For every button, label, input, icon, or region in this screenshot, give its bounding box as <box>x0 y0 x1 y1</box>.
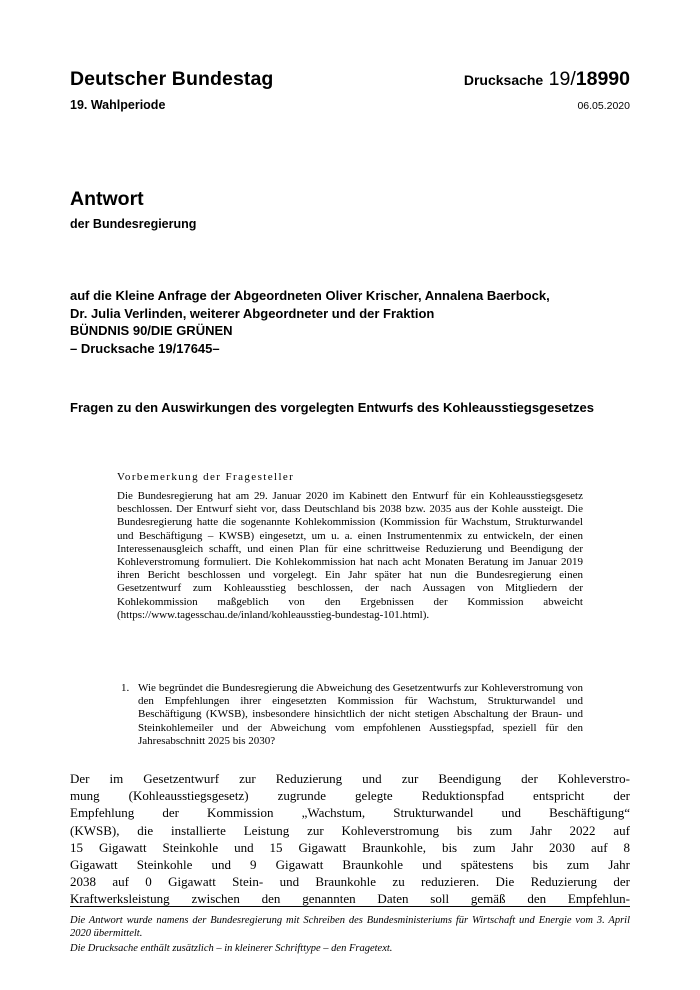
document-date: 06.05.2020 <box>577 100 630 112</box>
footnote-font-note: Die Drucksache enthält zusätzlich – in kleinerer Schrifttype – den Fragetext. <box>70 943 393 955</box>
answer-line: Kraftwerksleistung zwischen den genannten Daten soll gemäß den Empfehlun- <box>70 891 630 907</box>
question-text: Wie begründet die Bundesregierung die Abweichung des Gesetzentwurfs zur Kohleverstromung von den Empfehlungen ihrer eingesetzten Kommission für Wachstum, Strukturwandel und Beschäftigung (KWSB), insbesondere hinsichtlich der nicht stetigen Abschaltung der Braun- und Steinkohlemeiler und der Abweichung vom empfohlenen Ausstiegspfad, speziell für den Jahresabschnitt 2025 bis 2030? <box>138 682 583 747</box>
answer-line: 15 Gigawatt Steinkohle und 15 Gigawatt Braunkohle, bis zum Jahr 2030 auf 8 <box>70 839 630 855</box>
answer-line: 2038 auf 0 Gigawatt Stein- und Braunkohle zu reduzieren. Die Reduzierung der <box>70 874 630 890</box>
answer-line: Empfehlung der Kommission „Wachstum, Strukturwandel und Beschäftigung“ <box>70 805 630 821</box>
inquiry-reference <box>70 287 650 357</box>
document-header <box>70 66 273 113</box>
document-type-title: Antwort <box>70 188 144 210</box>
answer-line: Der im Gesetzentwurf zur Reduzierung und zur Beendigung der Kohleverstro- <box>70 771 630 786</box>
question-number: 1. <box>121 682 130 694</box>
question-item <box>117 682 583 748</box>
answer-line: mung (Kohleausstiegsgesetz) zugrunde gelegte Reduktionspfad entspricht der <box>70 788 630 804</box>
drucksache-prefix: 19/ <box>548 68 576 90</box>
answer-line: (KWSB), die installierte Leistung zur Kohleverstromung bis zum Jahr 2022 auf <box>70 822 630 838</box>
footnote-transmission: Die Antwort wurde namens der Bundesregierung mit Schreiben des Bundesministeriums für Wirtschaft und Energie vom 3. April 2020 übermittelt. <box>70 915 630 940</box>
answer-line: Gigawatt Steinkohle und 9 Gigawatt Braunkohle und spätestens bis zum Jahr <box>70 857 630 873</box>
publisher-name: Deutscher Bundestag <box>70 68 274 90</box>
drucksache-label: Drucksache <box>463 72 544 88</box>
inquiry-line: auf die Kleine Anfrage der Abgeordneten Oliver Krischer, Annalena Baerbock, <box>70 288 550 303</box>
footnote-divider <box>70 906 630 907</box>
document-type-subtitle: der Bundesregierung <box>70 217 197 231</box>
answer-text <box>70 770 630 908</box>
inquiry-line: BÜNDNIS 90/DIE GRÜNEN <box>70 323 233 338</box>
preliminary-remark <box>117 470 583 622</box>
drucksache-id: 18990 <box>575 68 630 90</box>
inquiry-line: Dr. Julia Verlinden, weiterer Abgeordneter und der Fraktion <box>70 305 435 321</box>
preliminary-remark-text: Die Bundesregierung hat am 29. Januar 2020 im Kabinett den Entwurf für ein Kohleausstiegsgesetz beschlossen. Der Entwurf sieht vor, dass Deutschland bis 2038 bzw. 2035 aus der Kohle aussteigt. Die Bundesregierung hatte die sogenannte Kohlekommission (Kommission für Wachstum, Strukturwandel und Beschäftigung – KWSB) eingesetzt, um u. a. einen Instrumentenmix zu entwickeln, der einen Interessenausgleich schafft, und einen Plan für eine schrittweise Reduzierung und Beendigung der Kohleverstromung formuliert. Die Kohlekommission hat nach acht Monaten Beratung im Januar 2019 ihren Bericht beschlossen und vorgelegt. Ein Jahr später hat nun die Bundesregierung einen Gesetzentwurf zum Kohleausstieg beschlossen, der nach Aussagen von Mitgliedern der Kohlekommission maßgeblich von den Ergebnissen der Kommission abweicht (https://www.tagesschau.de/inland/kohleausstieg-bundestag-101.html). <box>117 490 583 621</box>
drucksache-number <box>464 66 630 93</box>
inquiry-subject: Fragen zu den Auswirkungen des vorgelegten Entwurfs des Kohleausstiegsgesetzes <box>70 400 594 415</box>
footnotes <box>70 914 630 956</box>
inquiry-line: – Drucksache 19/17645– <box>70 340 220 356</box>
document-id-block <box>464 66 630 114</box>
preliminary-remark-heading: Vorbemerkung der Fragesteller <box>117 471 295 483</box>
legislative-period: 19. Wahlperiode <box>70 98 166 112</box>
